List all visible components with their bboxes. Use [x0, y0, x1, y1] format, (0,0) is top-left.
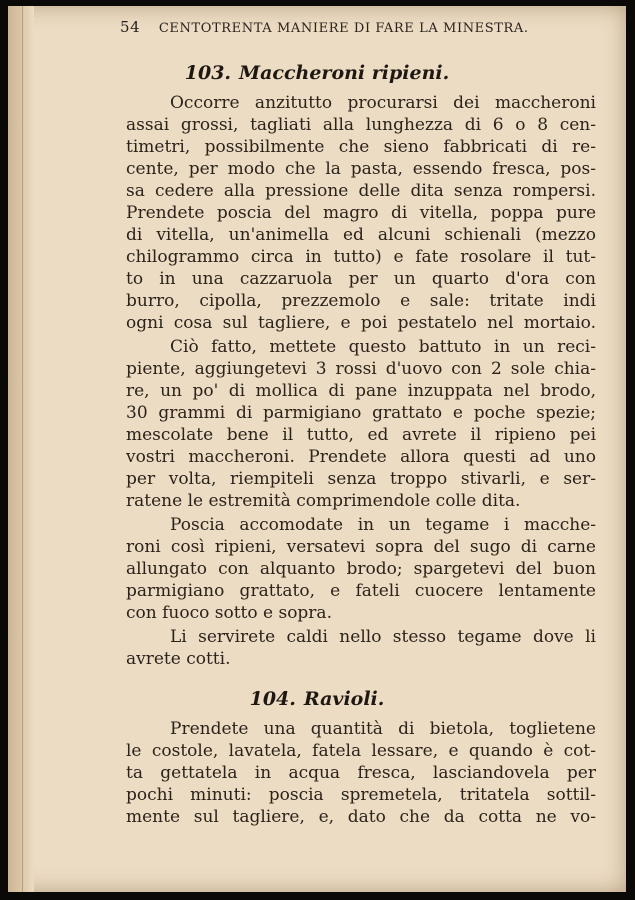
text-line: di vitella, un'animella ed alcuni schienali (mezzo: [126, 225, 596, 245]
text-line: Occorre anzitutto procurarsi dei maccheroni: [170, 93, 596, 113]
text-line: ratene le estremità comprimendole colle dita.: [126, 491, 521, 511]
text-line: re, un po' di mollica di pane inzuppata nel brodo,: [126, 381, 596, 401]
book-page: [8, 6, 626, 892]
text-line: Prendete una quantità di bietola, toglietene: [170, 719, 596, 739]
text-line: avrete cotti.: [126, 649, 231, 669]
text-line: con fuoco sotto e sopra.: [126, 603, 332, 623]
text-line: timetri, possibilmente che sieno fabbricati di re-: [126, 137, 596, 157]
text-line: mescolate bene il tutto, ed avrete il ripieno pei: [126, 425, 596, 445]
text-line: pochi minuti: poscia spremetela, tritatela sottil-: [126, 785, 596, 805]
recipe-heading: [8, 688, 626, 710]
recipe-title: Maccheroni ripieni.: [239, 62, 450, 84]
text-line: sa cedere alla pressione delle dita senza rompersi.: [126, 181, 596, 201]
text-line: Poscia accomodate in un tegame i macche-: [170, 515, 596, 535]
text-line: ogni cosa sul tagliere, e poi pestatelo nel mortaio.: [126, 313, 596, 333]
text-line: 30 grammi di parmigiano grattato e poche spezie;: [126, 403, 596, 423]
recipe-number: 104.: [249, 688, 296, 710]
running-title: CENTOTRENTA MANIERE DI FARE LA MINESTRA.: [158, 21, 529, 36]
text-line: to in una cazzaruola per un quarto d'ora con: [126, 269, 596, 289]
text-line: assai grossi, tagliati alla lunghezza di 6 o 8 cen-: [126, 115, 596, 135]
text-line: parmigiano grattato, e fateli cuocere lentamente: [126, 581, 596, 601]
text-line: mente sul tagliere, e, dato che da cotta ne vo-: [126, 807, 596, 827]
text-line: chilogrammo circa in tutto) e fate rosolare il tut-: [126, 247, 596, 267]
text-line: le costole, lavatela, fatela lessare, e quando è cot-: [126, 741, 596, 761]
page-gutter: [8, 6, 34, 892]
recipe-number: 103.: [184, 62, 232, 84]
text-line: roni così ripieni, versatevi sopra del sugo di carne: [126, 537, 596, 557]
text-line: Li servirete caldi nello stesso tegame dove li: [170, 627, 596, 647]
running-head: [120, 18, 590, 40]
recipe-title: Ravioli.: [303, 688, 385, 710]
page-number: 54: [120, 18, 141, 36]
text-line: ta gettatela in acqua fresca, lasciandovela per: [126, 763, 596, 783]
text-line: allungato con alquanto brodo; spargetevi del buon: [126, 559, 596, 579]
text-line: burro, cipolla, prezzemolo e sale: tritate indi: [126, 291, 596, 311]
recipe-heading: [8, 62, 626, 84]
text-line: Ciò fatto, mettete questo battuto in un reci-: [170, 337, 596, 357]
text-line: per volta, riempiteli senza troppo stivarli, e ser-: [126, 469, 596, 489]
text-line: vostri maccheroni. Prendete allora questi ad uno: [126, 447, 596, 467]
text-line: piente, aggiungetevi 3 rossi d'uovo con 2 sole chia-: [126, 359, 596, 379]
text-line: cente, per modo che la pasta, essendo fresca, pos-: [126, 159, 596, 179]
text-line: Prendete poscia del magro di vitella, poppa pure: [126, 203, 596, 223]
gutter-fold-line: [22, 6, 23, 892]
